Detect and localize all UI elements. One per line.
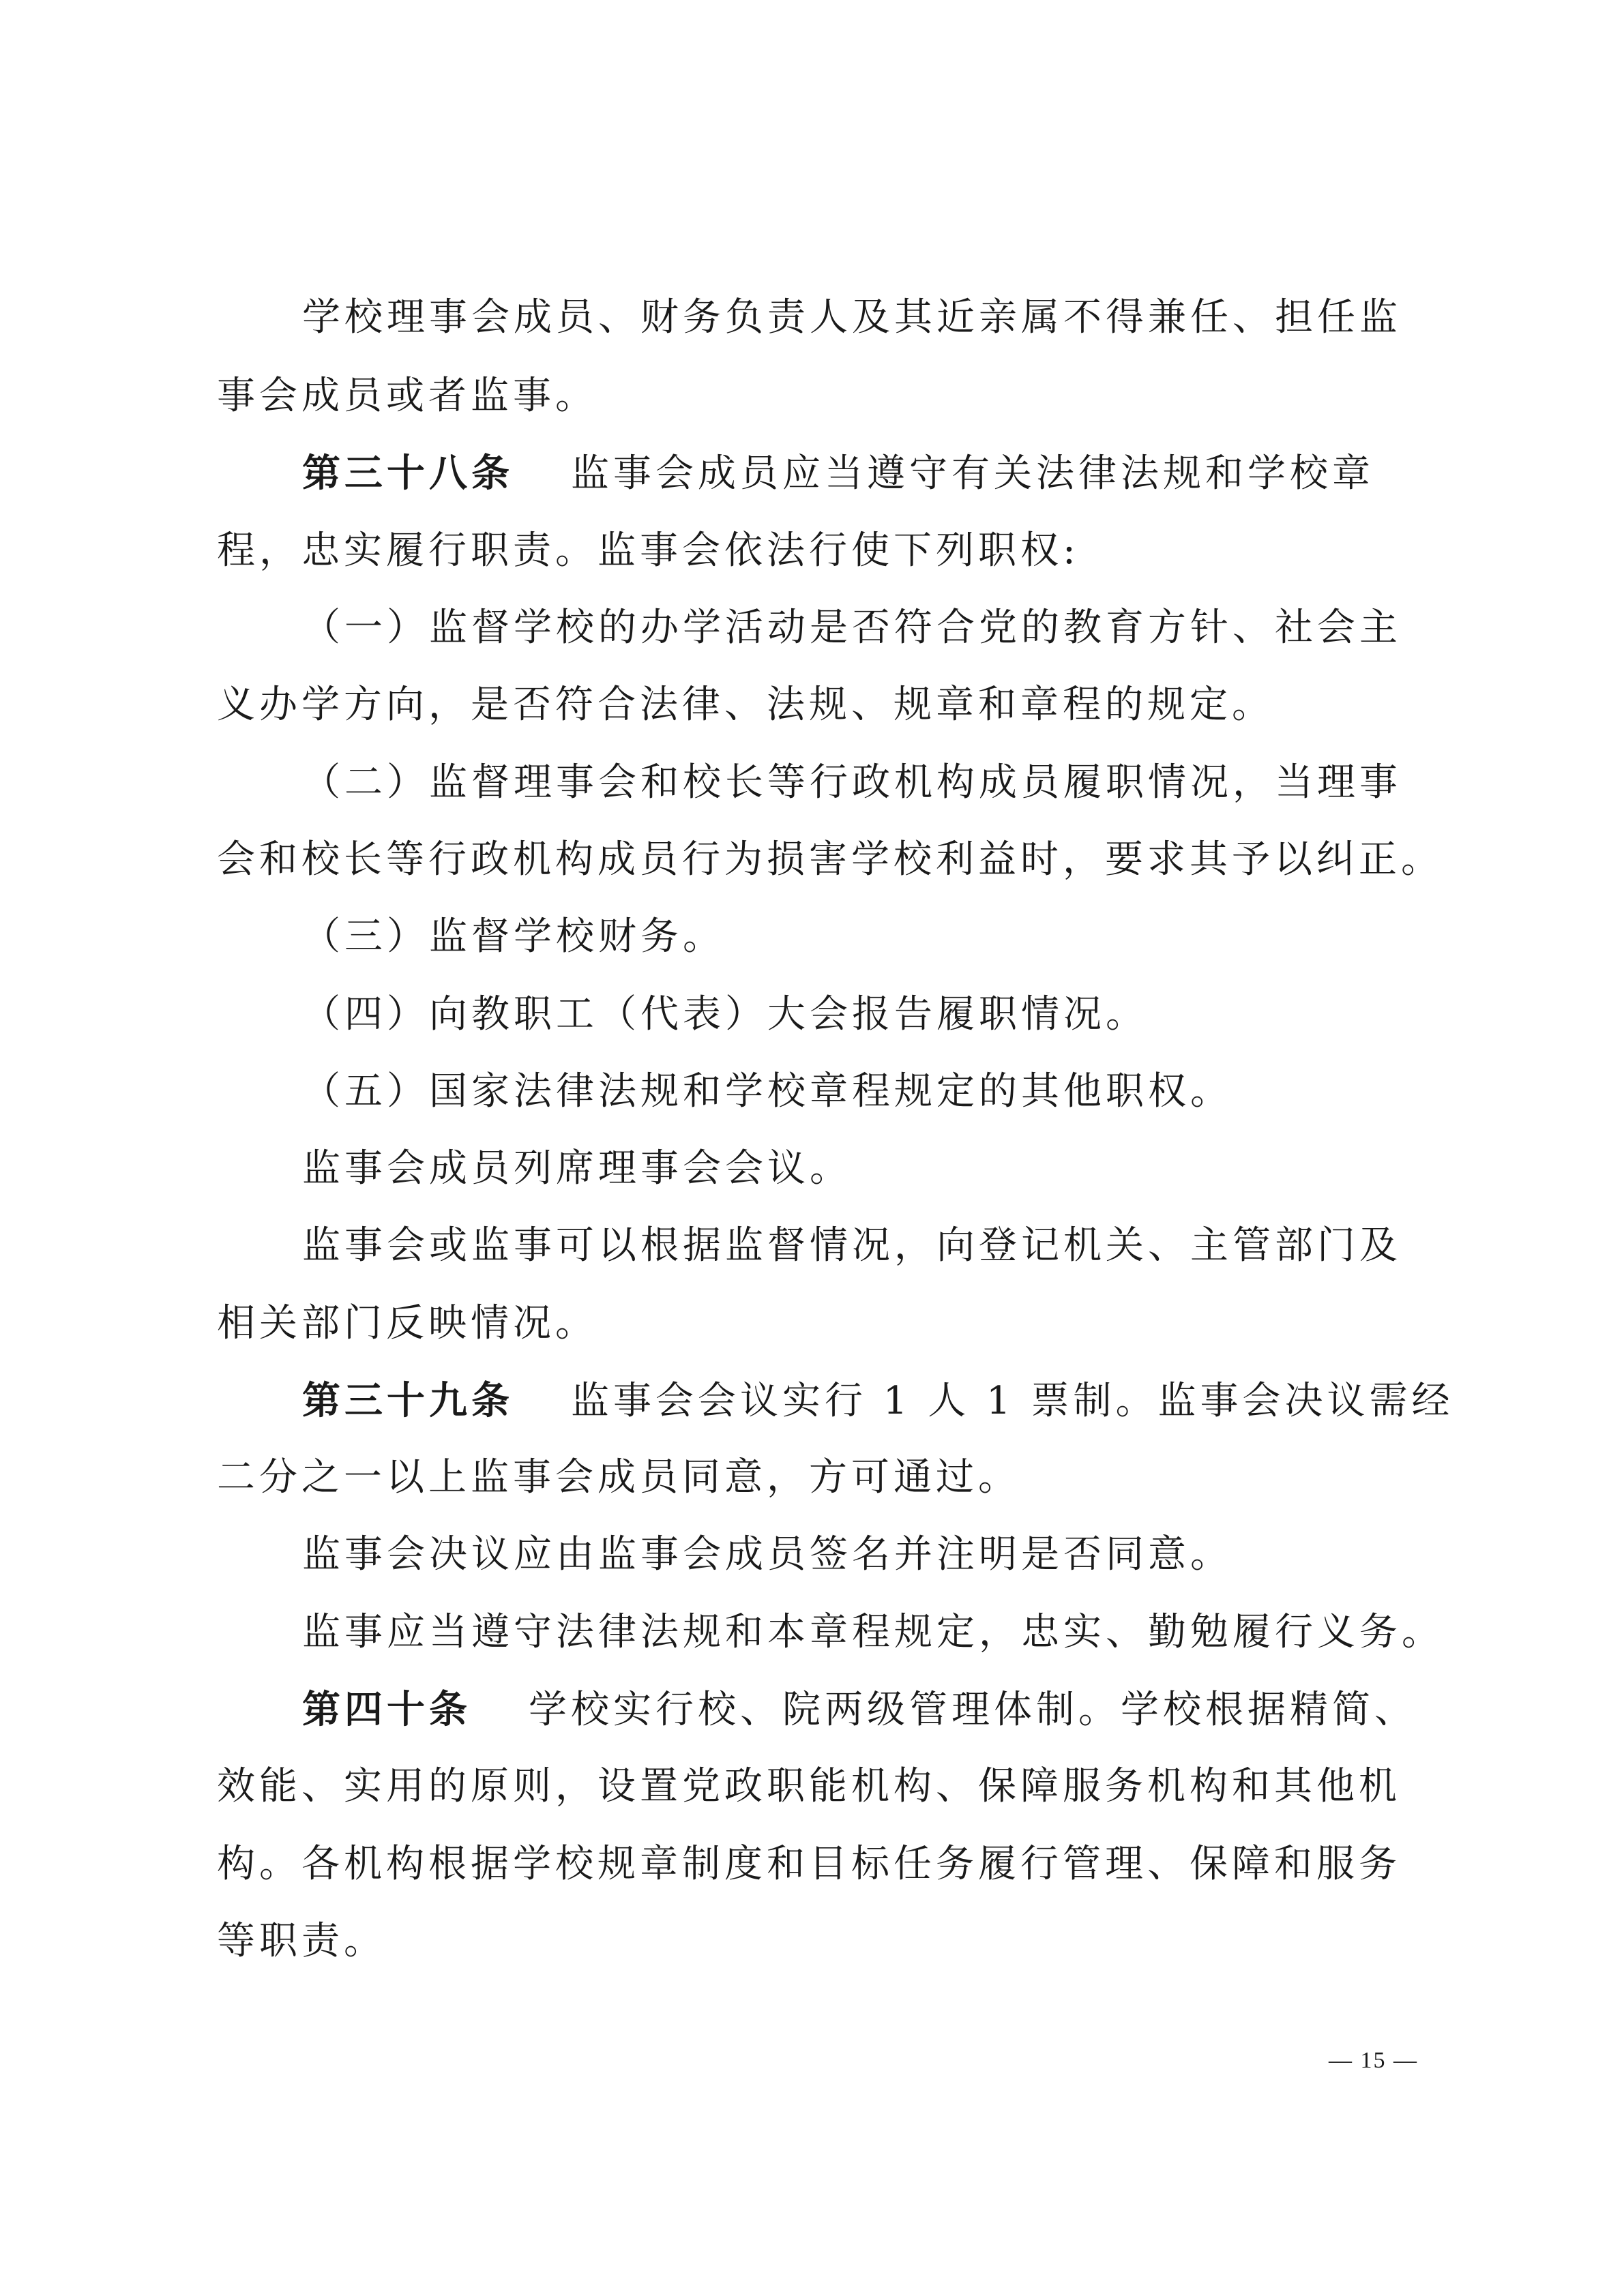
- article-39-text: 监事会会议实行 1 人 1 票制。监事会决议需经: [571, 1379, 1454, 1423]
- article-38-text: 监事会成员应当遵守有关法律法规和学校章: [571, 451, 1374, 496]
- body-line: 监事会成员列席理事会会议。: [302, 1146, 852, 1191]
- body-line: 构。各机构根据学校规章制度和目标任务履行管理、保障和服务: [217, 1842, 1401, 1886]
- body-line: 学校理事会成员、财务负责人及其近亲属不得兼任、担任监: [302, 295, 1402, 340]
- article-40-text: 学校实行校、院两级管理体制。学校根据精简、: [529, 1688, 1417, 1732]
- article-39-heading: 第三十九条: [302, 1378, 514, 1423]
- list-item-1: （一）监督学校的办学活动是否符合党的教育方针、社会主: [302, 606, 1402, 650]
- body-line: 等职责。: [217, 1919, 386, 1963]
- body-line: 事会成员或者监事。: [217, 374, 597, 418]
- list-item-2: （二）监督理事会和校长等行政机构成员履职情况，当理事: [302, 760, 1402, 805]
- list-item-4: （四）向教职工（代表）大会报告履职情况。: [302, 992, 1148, 1037]
- page-number: — 15 —: [1329, 2048, 1418, 2073]
- body-line: 效能、实用的原则，设置党政职能机构、保障服务机构和其他机: [217, 1764, 1401, 1808]
- body-line: 义办学方向，是否符合法律、法规、规章和章程的规定。: [217, 683, 1274, 727]
- body-line: 监事会或监事可以根据监督情况，向登记机关、主管部门及: [302, 1223, 1402, 1268]
- list-item-5: （五）国家法律法规和学校章程规定的其他职权。: [302, 1069, 1232, 1114]
- body-line: 二分之一以上监事会成员同意，方可通过。: [217, 1455, 1020, 1500]
- body-line: 程，忠实履行职责。监事会依法行使下列职权:: [217, 528, 1080, 573]
- article-40-heading: 第四十条: [302, 1687, 471, 1732]
- list-item-3: （三）监督学校财务。: [302, 914, 725, 959]
- body-line: 会和校长等行政机构成员行为损害学校利益时，要求其予以纠正。: [217, 837, 1443, 882]
- body-line: 监事会决议应由监事会成员签名并注明是否同意。: [302, 1532, 1232, 1577]
- article-39-paragraph: [302, 1376, 1454, 1425]
- body-line: 监事应当遵守法律法规和本章程规定，忠实、勤勉履行义务。: [302, 1610, 1444, 1654]
- article-38-paragraph: [302, 449, 1421, 498]
- article-40-paragraph: [302, 1685, 1421, 1734]
- body-line: 相关部门反映情况。: [217, 1301, 597, 1345]
- article-38-heading: 第三十八条: [302, 451, 514, 496]
